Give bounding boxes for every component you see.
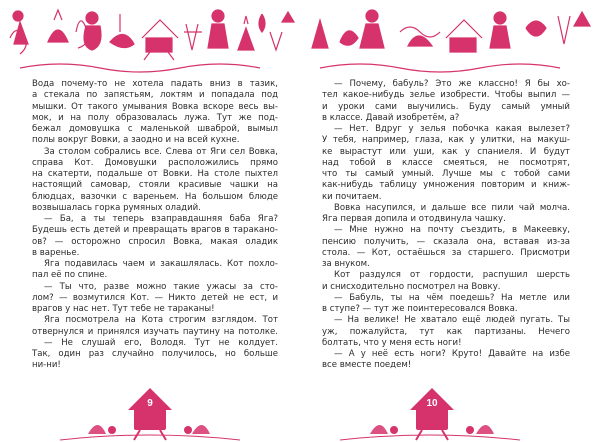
text-line: — Нет. Вдруг у зелья побочка какая вылезет? — [334, 124, 570, 134]
text-line: — А у неё есть ноги? Круто! Давайте на избе — [334, 349, 570, 359]
text-line: и снисходительно посмотрел на Вовку. — [322, 281, 501, 292]
right-page — [300, 0, 600, 442]
text-line: уж, пожалуйста, тут как партизаны. Нечего — [322, 326, 570, 337]
text-line: — Не слушай его, Володя. Тут не колдует. — [44, 337, 278, 348]
text-line: возвышалась горка румяных оладий. — [32, 202, 201, 213]
text-line: — Ты что, разве можно такие ужасы за сто- — [44, 281, 278, 292]
text-line: отвернулся и принялся изучать паутину на потолке. — [32, 326, 278, 337]
text-line: Яга первая допила и отодвинула чашку. — [322, 214, 506, 224]
text-line: тел какое-нибудь зелье изобрести. Чтобы выпил — — [322, 90, 570, 101]
text-line: ни-ни! — [32, 360, 61, 371]
text-line: в варенье. — [32, 247, 80, 258]
text-line: Вовка насупился, и дальше все пили чай молча. — [334, 202, 570, 213]
text-line: что ты самый умный. Лучше мы с тобой сами — [322, 169, 570, 179]
text-line: бежал домовушка с маленькой шваброй, вымыл — [32, 124, 278, 134]
text-line: — Ба, а ты теперь взаправдашняя баба Яга? — [44, 214, 278, 224]
text-line: справа Кот. Домовушки расположились прямо — [32, 157, 278, 168]
text-line: полы вокруг Вовки, а заодно и на всей кухне. — [32, 135, 240, 146]
text-line: пенсию получить, — сказала она, вставая из-за — [322, 236, 570, 247]
page-number: 9 — [147, 398, 153, 409]
text-line: пал её по спине. — [32, 270, 108, 281]
text-line: за внуком. — [322, 259, 370, 269]
text-line: — Мне нужно на почту съездить, в Макеевку, — [334, 225, 570, 236]
text-line: и уроки сами выучились. Буду самый умный — [322, 101, 570, 112]
text-line: на скатерти, подальше от Вовки. На столе пыхтел — [32, 169, 278, 179]
text-line: Кот раздулся от гордости, распушил шерсть — [334, 270, 570, 281]
right-page-text — [322, 79, 570, 372]
text-line: Вода почему-то не хотела падать вниз в тазик, — [32, 79, 278, 89]
text-line: Яга подавилась чаем и закашлялась. Кот похло- — [44, 259, 278, 269]
folk-ornament-border-icon — [0, 2, 300, 76]
text-line: Будешь есть детей и превращать врагов в таракано- — [32, 225, 278, 236]
text-line: лом? — возмутился Кот. — Никто детей не ест, и — [32, 292, 278, 303]
text-line: мок, и на полу образовалась лужа. Тут же под- — [32, 112, 278, 123]
left-page-text — [32, 79, 278, 372]
folk-ornament-border-icon — [300, 2, 600, 76]
text-line: — Почему, бабуль? Это же классно! Я бы хо- — [334, 79, 570, 89]
text-line: За столом собрались все. Слева от Яги сел Вовка, — [44, 146, 278, 157]
text-line: ки почитаем. — [322, 191, 382, 202]
text-line: — Бабуль, ты на чём поедешь? На метле или — [334, 292, 570, 303]
text-line: в ступе? — тут же поинтересовался Вовка. — [322, 304, 518, 314]
text-line: а стекала по запястьям, локтям и попадала под — [32, 90, 278, 101]
text-line: мышки. От такого умывания Вовка вскоре весь вы- — [32, 101, 278, 112]
text-line: все вместе поедем! — [322, 360, 412, 371]
text-line: над тобой в классе смеяться, не посмотрят, — [322, 157, 570, 168]
text-line: как-нибудь таблицу умножения повторим и книж- — [322, 180, 570, 191]
text-line: настоящий самовар, стояли красивые чашки на — [32, 180, 278, 191]
text-line: стола. — Кот, остаёшься за старшего. Присмотри — [322, 247, 570, 258]
text-line: — На велике! Не хватало ещё людей пугать. Ты — [334, 315, 570, 326]
text-line: ов? — осторожно спросил Вовка, макая оладик — [32, 236, 278, 247]
text-line: болтать, что у меня есть ноги! — [322, 337, 462, 348]
text-line: Яга посмотрела на Кота строгим взглядом. Тот — [44, 315, 278, 326]
text-line: Так, один раз случайно получилось, но больше — [32, 349, 278, 359]
text-line: У тебя, например, глаза, как у улитки, на макуш- — [322, 135, 570, 146]
text-line: в классе. Давай изобретём, а? — [322, 112, 460, 123]
text-line: ке вырастут или уши, как у спаниеля. И будут — [322, 146, 570, 157]
text-line: врагов у нас нет. Тут тебе не тараканы! — [32, 304, 215, 314]
text-line: блюдцах, вазочки с вареньем. На большом блюде — [32, 191, 278, 202]
page-number: 10 — [426, 398, 438, 409]
